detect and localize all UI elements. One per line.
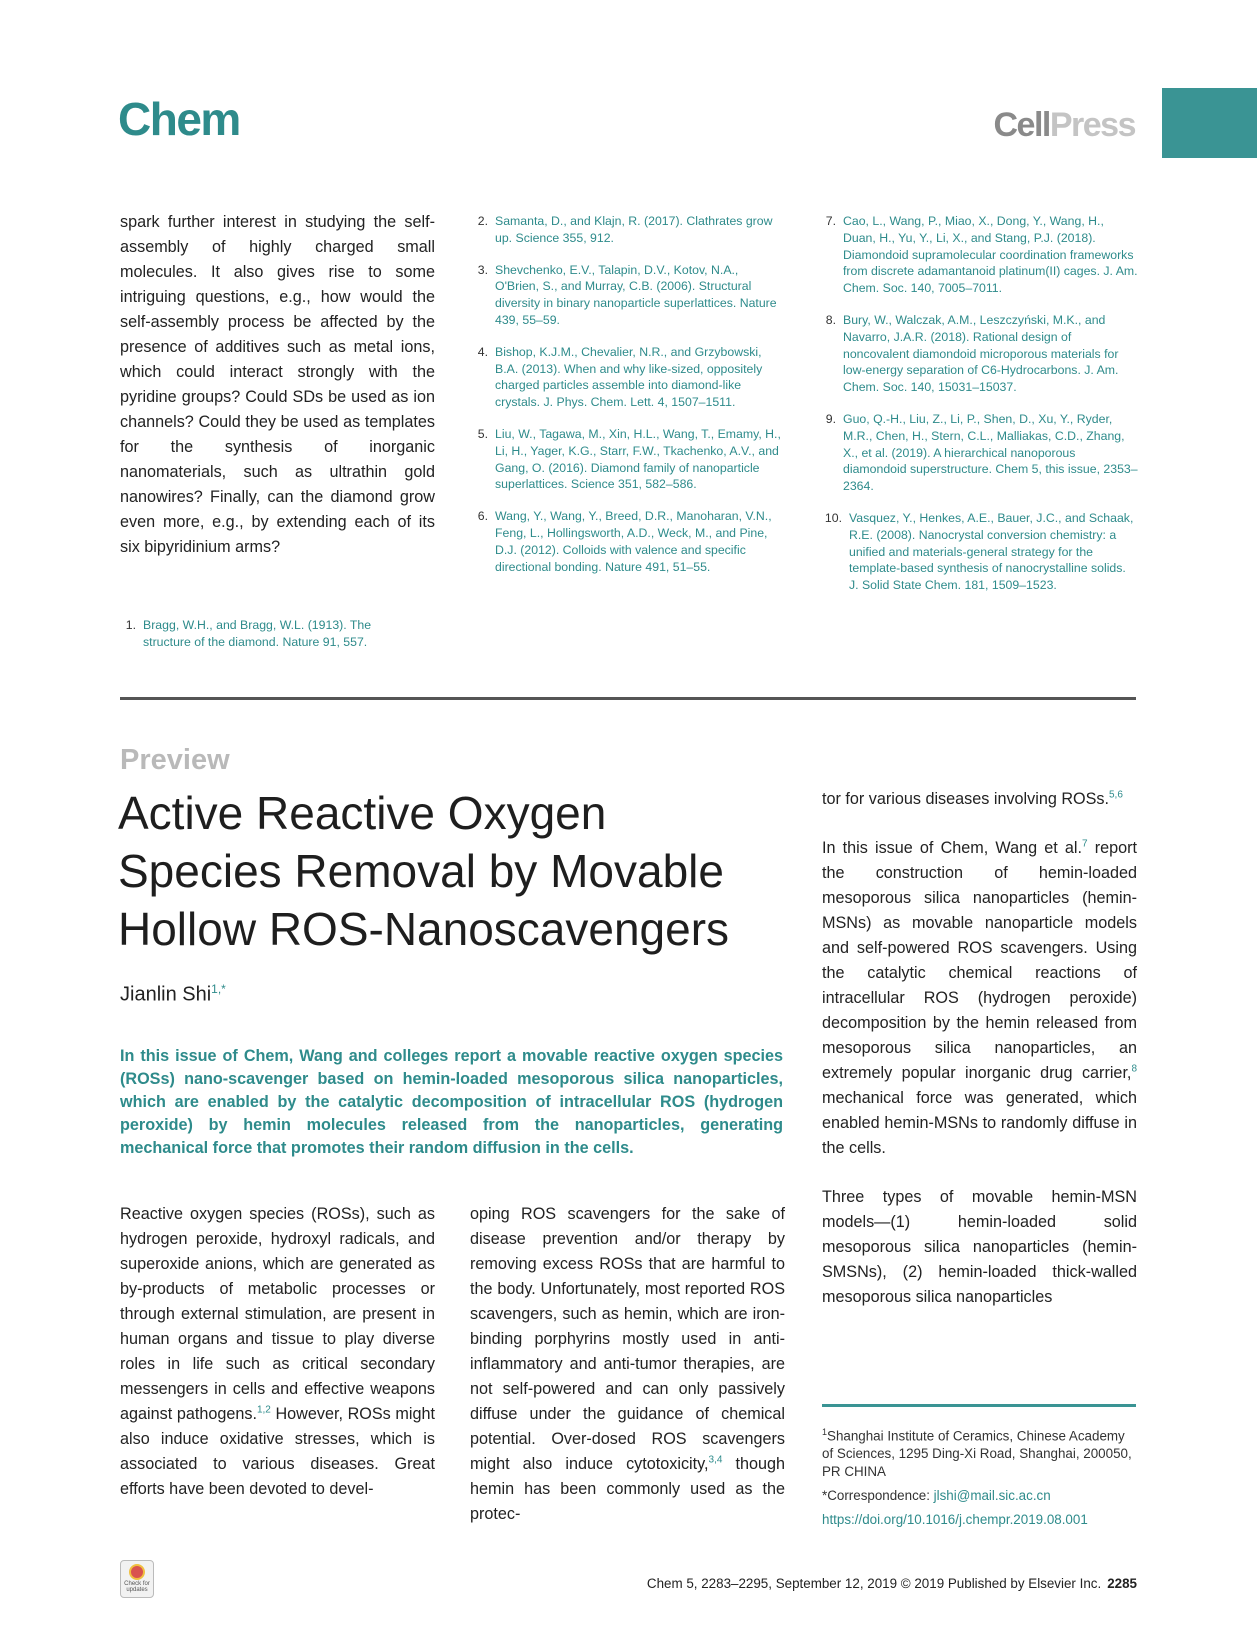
section-divider (120, 697, 1136, 700)
paragraph: oping ROS scavengers for the sake of disease prevention and/or therapy by removing excess ROSs that are harmful to the body. Unfortunately, most reported ROS scavengers, such as hemin, which are iron-binding porphyrins mostly used in anti-inflammatory and anti-tumor therapies, are not self-powered and can only passively diffuse under the guidance of chemical potential. Over-dosed ROS scavengers might also induce cytotoxicity,$^{3,4}$ though hemin has been commonly used as the protec- (470, 1205, 785, 1523)
reference-item[interactable]: 3. Shevchenko, E.V., Talapin, D.V., Kotov, N.A., O'Brien, S., and Murray, C.B. (2006). Structural diversity in binary nanoparticle superlattices. Nature 439, 55–59. (477, 262, 777, 327)
article-title: Active Reactive Oxygen Species Removal by Movable Hollow ROS-Nanoscavengers (118, 787, 730, 955)
citation-link[interactable]: 7 (1082, 838, 1088, 850)
affiliation: $^1$Shanghai Institute of Ceramics, Chinese Academy of Sciences, 1295 Ding-Xi Road, Shanghai, 200050, PR CHINA (822, 1427, 1132, 1480)
abstract: In this issue of Chem, Wang and colleges report a movable reactive oxygen species (ROSs) nano-scavenger based on hemin-loaded mesoporous silica nanoparticles, which are enabled by the catalytic decomposition of intracellular ROS (hydrogen peroxide) by hemin molecules released from the nanoparticles, generating mechanical force that promotes their random diffusion in the cells. (120, 1047, 783, 1157)
reference-column-2 (470, 213, 785, 590)
author-line (120, 982, 226, 1007)
author-affiliation-link[interactable]: 1,* (211, 982, 226, 996)
reference-item[interactable]: 8. Bury, W., Walczak, A.M., Leszczyński, M.K., and Navarro, J.A.R. (2018). Rational design of noncovalent diamondoid microporous materials for low-energy separation of C6-Hydrocarbons. J. Am. Chem. Soc. 140, 15031–15037. (825, 312, 1119, 395)
author-name: Jianlin Shi (120, 983, 212, 1006)
publisher-logo: CellPress (993, 106, 1135, 144)
paragraph: Reactive oxygen species (ROSs), such as hydrogen peroxide, hydroxyl radicals, and superoxide anions, which are generated as by-products of metabolic processes or through external stimulation, are present in human organs and tissue to play diverse roles in life such as critical secondary messengers in cells and effective weapons against pathogens.$^{1,2}$ However, ROSs might also induce oxidative stresses, which is associated to various diseases. Great efforts have been devoted to devel- (120, 1205, 435, 1498)
body-column-2 (470, 1202, 785, 1527)
journal-logo: Chem (118, 93, 240, 145)
citation-link[interactable]: 3,4 (708, 1454, 723, 1466)
reference-column-1 (118, 617, 418, 666)
section-label: Preview (120, 744, 230, 776)
doi-link[interactable]: https://doi.org/10.1016/j.chempr.2019.08.001 (822, 1512, 1088, 1528)
footnote (822, 1423, 1136, 1529)
reference-item[interactable]: 1. Bragg, W.H., and Bragg, W.L. (1913). The structure of the diamond. Nature 91, 557. (125, 618, 372, 649)
paragraph: Three types of movable hemin-MSN models—(1) hemin-loaded solid mesoporous silica nanoparticles (hemin-SMSNs), (2) hemin-loaded thick-walled mesoporous silica nanoparticles (822, 1188, 1137, 1306)
citation-link[interactable]: 5,6 (1109, 789, 1123, 801)
reference-item[interactable]: 5. Liu, W., Tagawa, M., Xin, H.L., Wang, T., Emamy, H., Li, H., Yager, K.G., Starr, F.W., Tkachenko, A.V., and Gang, O. (2016). Diamond family of nanoparticle superlattices. Science 351, 582–586. (477, 426, 781, 492)
reference-item[interactable]: 2. Samanta, D., and Klajn, R. (2017). Clathrates grow up. Science 355, 912. (477, 214, 773, 245)
correspondence: *Correspondence: jlshi@mail.sic.ac.cn (822, 1488, 1051, 1504)
update-icon (129, 1564, 145, 1580)
paragraph: In this issue of Chem, Wang et al.$^7$ report the construction of hemin-loaded mesoporous silica nanoparticles (hemin-MSNs) as movable nanoparticle models and self-powered ROS scavengers. Using the catalytic chemical reactions of intracellular ROS (hydrogen peroxide) decomposition by the hemin released from mesoporous silica nanoparticles, an extremely popular inorganic drug carrier,$^8$ mechanical force was generated, which enabled hemin-MSNs to randomly diffuse in the cells. (822, 838, 1137, 1157)
reference-item[interactable]: 6. Wang, Y., Wang, Y., Breed, D.R., Manoharan, V.N., Feng, L., Hollingsworth, A.D., Weck, M., and Pine, D.J. (2012). Colloids with valence and specific directional bonding. Nature 491, 51–55. (477, 509, 772, 574)
reference-item[interactable]: 9. Guo, Q.-H., Liu, Z., Li, P., Shen, D., Xu, Y., Ryder, M.R., Chen, H., Stern, C.L., Malliakas, C.D., Zhang, X., et al. (2019). A hierarchical nanoporous diamondoid superstructure. Chem 5, this issue, 2353–2364. (825, 411, 1138, 494)
citation-link[interactable]: 8 (1131, 1063, 1137, 1075)
citation-line: Chem 5, 2283–2295, September 12, 2019 © 2019 Published by Elsevier Inc. (646, 1576, 1102, 1591)
previous-article-text: spark further interest in studying the self-assembly of highly charged small molecules. It also gives rise to some intriguing questions, e.g., how would the self-assembly process be affected by the presence of additives such as metal ions, which could interact strongly with the pyridine groups? Could SDs be used as ion channels? Could they be used as templates for the synthesis of inorganic nanomaterials, such as ultrathin gold nanowires? Finally, can the diamond grow even more, e.g., by extending each of its six bipyridinium arms? (120, 213, 435, 556)
paragraph: tor for various diseases involving ROSs.$^{5,6}$ (822, 789, 1123, 808)
reference-column-3 (818, 213, 1138, 609)
page-number: 2285 (1107, 1576, 1137, 1591)
reference-item[interactable]: 4. Bishop, K.J.M., Chevalier, N.R., and Grzybowski, B.A. (2013). When and why like-sized, oppositely charged particles assemble into diamond-like crystals. J. Phys. Chem. Lett. 4, 1507–1511. (477, 344, 763, 410)
check-for-updates-badge[interactable]: Check for updates (120, 1560, 154, 1598)
reference-item[interactable]: 7. Cao, L., Wang, P., Miao, X., Dong, Y., Wang, H., Duan, H., Yu, Y., Li, X., and Stang, P.J. (2018). Diamondoid supramolecular coordination frameworks from discrete adamantanoid platinum(II) cages. J. Am. Chem. Soc. 140, 7005–7011. (825, 214, 1138, 296)
reference-item[interactable]: 10. Vasquez, Y., Henkes, A.E., Bauer, J.C., and Schaak, R.E. (2008). Nanocrystal conversion chemistry: a unified and materials-general strategy for the template-based synthesis of nanocrystalline solids. J. Solid State Chem. 181, 1509–1523. (824, 510, 1134, 593)
body-column-3 (822, 787, 1137, 1334)
page-footer (647, 1576, 1137, 1591)
header-color-tab (1162, 88, 1257, 158)
footnote-divider (822, 1404, 1136, 1407)
citation-link[interactable]: 1,2 (256, 1404, 271, 1416)
body-column-1 (120, 1202, 435, 1502)
email-link[interactable]: jlshi@mail.sic.ac.cn (933, 1488, 1051, 1504)
